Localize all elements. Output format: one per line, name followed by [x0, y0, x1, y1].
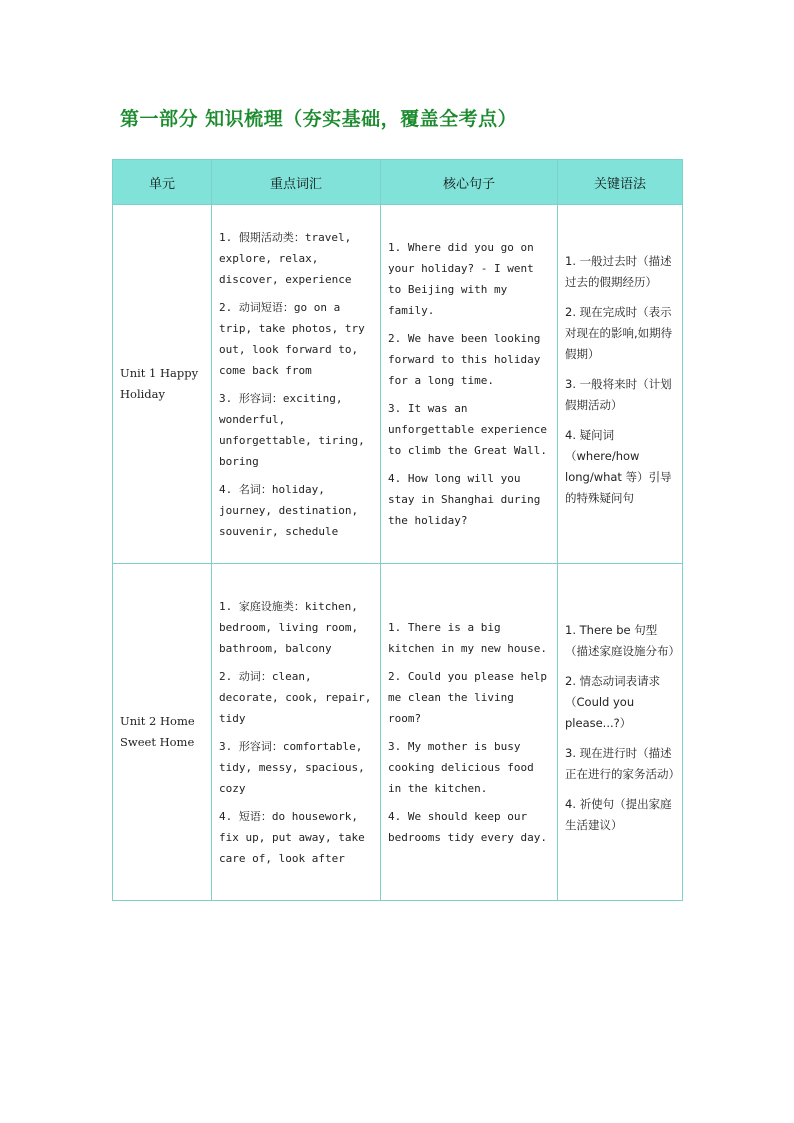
sentence-item: 2. We have been looking forward to this holiday for a long time.: [388, 332, 541, 387]
sentence-item: 1. Where did you go on your holiday? - I went to Beijing with my family.: [388, 241, 534, 317]
vocab-item: 1. 假期活动类：travel, explore, relax, discover, experience: [219, 230, 352, 286]
vocab-item: 1. 家庭设施类：kitchen, bedroom, living room, bathroom, balcony: [219, 599, 359, 655]
table-header-row: [113, 160, 683, 205]
unit-cell: Unit 2 Home Sweet Home: [113, 564, 212, 901]
sentence-item: 4. How long will you stay in Shanghai during the holiday?: [388, 472, 541, 527]
grammar-item: 1. There be 句型（描述家庭设施分布）: [565, 622, 680, 658]
vocab-item: 4. 名词：holiday, journey, destination, souvenir, schedule: [219, 482, 359, 538]
knowledge-table: [112, 159, 683, 901]
sentence-item: 3. It was an unforgettable experience to climb the Great Wall.: [388, 402, 547, 457]
table-row: [113, 564, 683, 901]
grammar-item: 2. 情态动词表请求（Could you please...?）: [565, 673, 661, 730]
vocab-item: 3. 形容词：exciting, wonderful, unforgettable, tiring, boring: [219, 391, 365, 468]
grammar-item: 3. 一般将来时（计划假期活动）: [565, 376, 672, 412]
header-vocab: 重点词汇: [212, 160, 381, 205]
section-title: 第一部分 知识梳理（夯实基础，覆盖全考点）: [120, 108, 518, 130]
header-grammar: 关键语法: [558, 160, 683, 205]
sentence-item: 4. We should keep our bedrooms tidy every day.: [388, 809, 547, 844]
unit-cell: Unit 1 Happy Holiday: [113, 205, 212, 564]
vocab-item: 2. 动词：clean, decorate, cook, repair, tidy: [219, 669, 372, 725]
grammar-item: 4. 祈使句（提出家庭生活建议）: [565, 796, 672, 832]
vocab-cell: [212, 205, 381, 564]
sentence-item: 1. There is a big kitchen in my new house.: [388, 620, 547, 655]
vocab-item: 2. 动词短语：go on a trip, take photos, try out, look forward to, come back from: [219, 300, 365, 377]
grammar-item: 3. 现在进行时（描述正在进行的家务活动）: [565, 745, 680, 781]
grammar-item: 1. 一般过去时（描述过去的假期经历）: [565, 253, 672, 289]
grammar-cell: [558, 205, 683, 564]
header-unit: 单元: [113, 160, 212, 205]
vocab-item: 4. 短语：do housework, fix up, put away, take care of, look after: [219, 809, 365, 865]
sentences-cell: [381, 205, 558, 564]
header-sentences: 核心句子: [381, 160, 558, 205]
sentences-cell: [381, 564, 558, 901]
grammar-item: 4. 疑问词（where/how long/what 等）引导的特殊疑问句: [565, 427, 672, 505]
vocab-cell: [212, 564, 381, 901]
grammar-cell: [558, 564, 683, 901]
sentence-item: 2. Could you please help me clean the living room?: [388, 669, 547, 725]
sentence-item: 3. My mother is busy cooking delicious food in the kitchen.: [388, 739, 534, 795]
grammar-item: 2. 现在完成时（表示对现在的影响,如期待假期）: [565, 304, 673, 361]
table-row: [113, 205, 683, 564]
vocab-item: 3. 形容词：comfortable, tidy, messy, spacious, cozy: [219, 739, 365, 795]
